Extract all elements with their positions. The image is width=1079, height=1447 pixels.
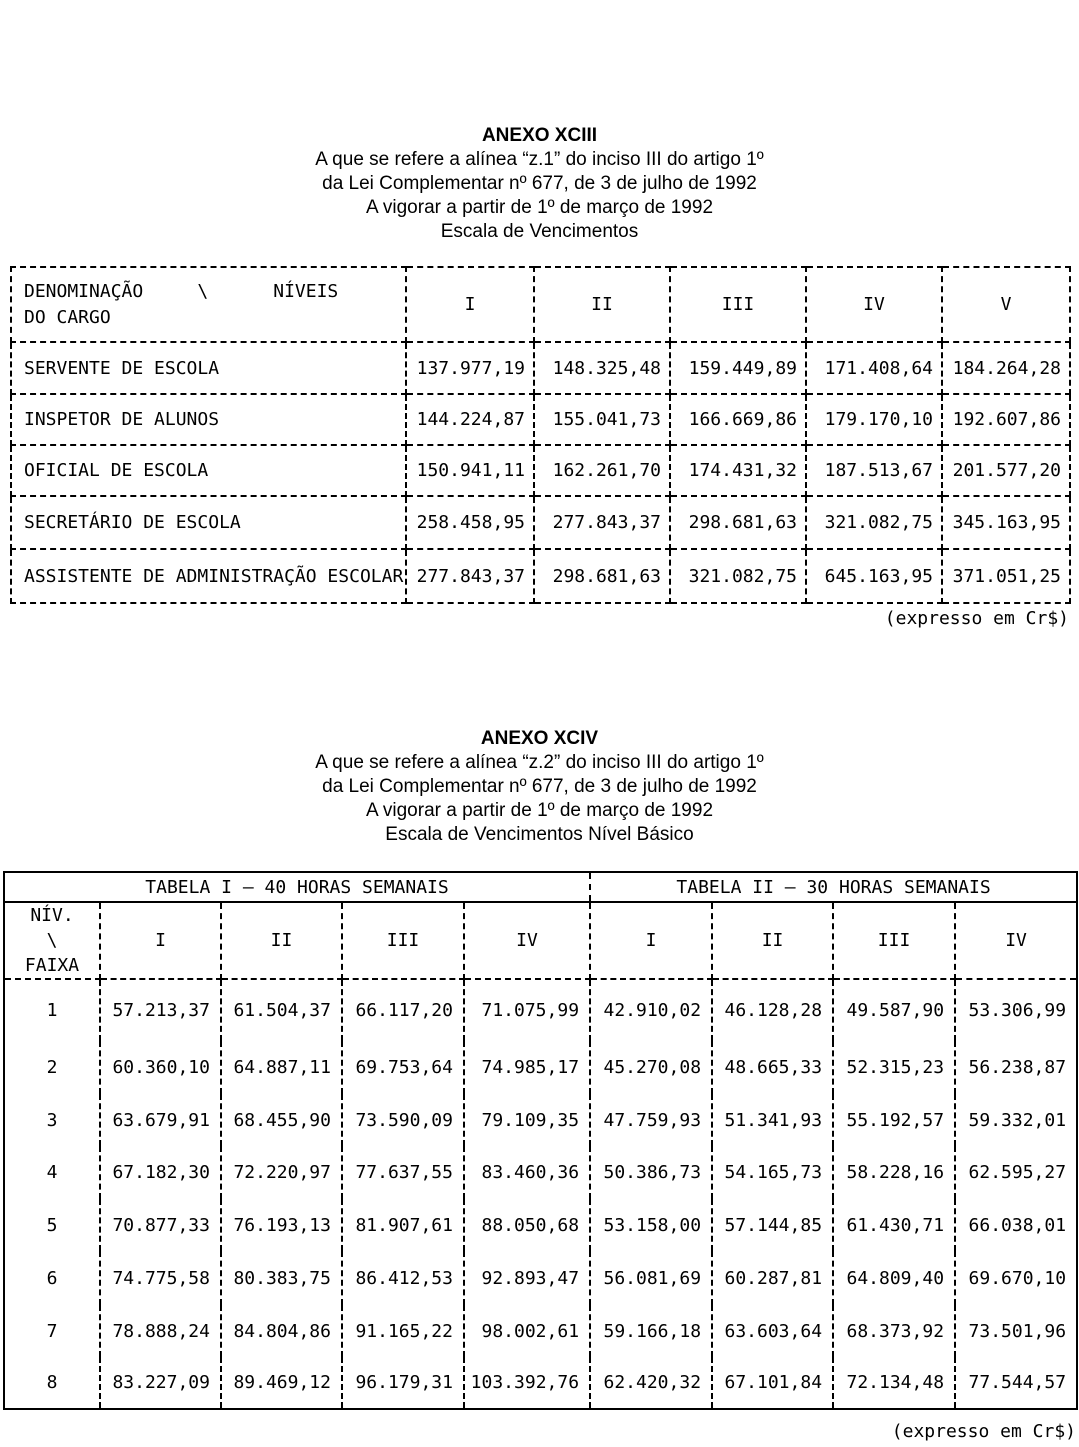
salary-cell: 72.134,48 [833,1357,955,1409]
annex-xciii-line-3: A vigorar a partir de 1º de março de 1992 [365,197,714,218]
salary-cell: 79.109,35 [464,1094,590,1146]
salary-cell: 66.117,20 [342,979,464,1041]
salary-cell: 48.665,33 [712,1041,833,1094]
salary-cell: 68.455,90 [221,1094,342,1146]
salary-cell: 371.051,25 [942,549,1070,603]
salary-cell: 84.804,86 [221,1305,342,1357]
annex-xciii-line-2: da Lei Complementar nº 677, de 3 de julho de 1992 [322,173,757,194]
annex-xciii-line-4: Escala de Vencimentos [440,221,639,242]
level-header: III [670,267,806,342]
level-header: IV [464,902,590,979]
salary-cell: 71.075,99 [464,979,590,1041]
salary-cell: 76.193,13 [221,1199,342,1251]
salary-cell: 50.386,73 [590,1146,712,1199]
salary-cell: 78.888,24 [100,1305,221,1357]
salary-cell: 166.669,86 [670,394,806,445]
header-do-cargo: DO CARGO [24,306,111,328]
table-row [4,1251,1077,1305]
salary-cell: 53.158,00 [590,1199,712,1251]
salary-cell: 54.165,73 [712,1146,833,1199]
annex-xciv-title: ANEXO XCIV [480,728,599,749]
header-niv: NÍV. [30,905,74,926]
table-row [11,496,1070,549]
annex-xciv-line-4: Escala de Vencimentos Nível Básico [385,824,694,845]
salary-cell: 277.843,37 [534,496,670,549]
salary-cell: 77.637,55 [342,1146,464,1199]
salary-cell: 57.213,37 [100,979,221,1041]
salary-cell: 148.325,48 [534,342,670,394]
salary-cell: 103.392,76 [464,1357,590,1409]
table-row [4,1305,1077,1357]
level-header: I [406,267,534,342]
salary-cell: 150.941,11 [406,445,534,496]
salary-cell: 345.163,95 [942,496,1070,549]
level-header: II [221,902,342,979]
level-header: I [590,902,712,979]
table-group-row [4,872,1077,902]
salary-cell: 277.843,37 [406,549,534,603]
salary-cell: 73.501,96 [955,1305,1077,1357]
group-header-tabela-i: TABELA I – 40 HORAS SEMANAIS [4,872,590,902]
salary-cell: 74.985,17 [464,1041,590,1094]
level-header: III [833,902,955,979]
salary-cell: 162.261,70 [534,445,670,496]
salary-cell: 88.050,68 [464,1199,590,1251]
salary-cell: 61.504,37 [221,979,342,1041]
salary-cell: 298.681,63 [534,549,670,603]
salary-cell: 60.360,10 [100,1041,221,1094]
level-header: V [942,267,1070,342]
salary-cell: 66.038,01 [955,1199,1077,1251]
salary-cell: 179.170,10 [806,394,942,445]
annex-xciv-line-1: A que se refere a alínea “z.2” do inciso III do artigo 1º [315,752,764,773]
header-faixa: FAIXA [24,955,80,976]
group-header-tabela-ii: TABELA II – 30 HORAS SEMANAIS [590,872,1077,902]
header-niv-faixa [4,902,100,979]
salary-cell: 52.315,23 [833,1041,955,1094]
cargo-name: ASSISTENTE DE ADMINISTRAÇÃO ESCOLAR [11,549,406,603]
salary-cell: 59.166,18 [590,1305,712,1357]
faixa-cell: 7 [4,1305,100,1357]
salary-table-xciv [3,871,1078,1410]
annex-xciii-line-1: A que se refere a alínea “z.1” do inciso III do artigo 1º [315,149,764,170]
salary-cell: 62.595,27 [955,1146,1077,1199]
level-header: IV [955,902,1077,979]
table-row [11,394,1070,445]
salary-cell: 67.101,84 [712,1357,833,1409]
salary-cell: 96.179,31 [342,1357,464,1409]
salary-cell: 74.775,58 [100,1251,221,1305]
salary-cell: 77.544,57 [955,1357,1077,1409]
salary-cell: 137.977,19 [406,342,534,394]
salary-cell: 60.287,81 [712,1251,833,1305]
salary-cell: 56.081,69 [590,1251,712,1305]
annex-xciv-heading [0,727,1079,847]
table-row [4,1199,1077,1251]
salary-cell: 69.670,10 [955,1251,1077,1305]
level-header: II [712,902,833,979]
salary-cell: 201.577,20 [942,445,1070,496]
salary-cell: 61.430,71 [833,1199,955,1251]
salary-cell: 92.893,47 [464,1251,590,1305]
annex-xciii-heading [0,124,1079,244]
salary-cell: 72.220,97 [221,1146,342,1199]
level-header: III [342,902,464,979]
salary-cell: 98.002,61 [464,1305,590,1357]
table-row [11,342,1070,394]
table-row [11,549,1070,603]
level-header: IV [806,267,942,342]
salary-cell: 298.681,63 [670,496,806,549]
annex-xciii-title: ANEXO XCIII [481,125,598,146]
salary-cell: 187.513,67 [806,445,942,496]
table-header-row [11,267,1070,342]
salary-cell: 46.128,28 [712,979,833,1041]
annex-xciv-line-2: da Lei Complementar nº 677, de 3 de julho de 1992 [322,776,757,797]
level-header: I [100,902,221,979]
salary-cell: 69.753,64 [342,1041,464,1094]
salary-cell: 49.587,90 [833,979,955,1041]
salary-cell: 53.306,99 [955,979,1077,1041]
salary-cell: 63.603,64 [712,1305,833,1357]
salary-cell: 80.383,75 [221,1251,342,1305]
header-denominacao [11,267,406,342]
salary-cell: 258.458,95 [406,496,534,549]
faixa-cell: 3 [4,1094,100,1146]
salary-cell: 83.227,09 [100,1357,221,1409]
salary-cell: 184.264,28 [942,342,1070,394]
currency-footnote: (expresso em Cr$) [884,608,1069,629]
table-row [4,1146,1077,1199]
salary-cell: 73.590,09 [342,1094,464,1146]
currency-footnote: (expresso em Cr$) [891,1421,1076,1442]
salary-cell: 67.182,30 [100,1146,221,1199]
salary-cell: 91.165,22 [342,1305,464,1357]
salary-cell: 51.341,93 [712,1094,833,1146]
salary-cell: 171.408,64 [806,342,942,394]
faixa-cell: 1 [4,979,100,1041]
salary-cell: 321.082,75 [670,549,806,603]
salary-cell: 63.679,91 [100,1094,221,1146]
salary-cell: 645.163,95 [806,549,942,603]
faixa-cell: 2 [4,1041,100,1094]
salary-cell: 321.082,75 [806,496,942,549]
annex-xciv-line-3: A vigorar a partir de 1º de março de 1992 [365,800,714,821]
salary-cell: 55.192,57 [833,1094,955,1146]
cargo-name: INSPETOR DE ALUNOS [11,394,406,445]
cargo-name: SECRETÁRIO DE ESCOLA [11,496,406,549]
salary-cell: 155.041,73 [534,394,670,445]
salary-cell: 192.607,86 [942,394,1070,445]
salary-cell: 83.460,36 [464,1146,590,1199]
salary-cell: 144.224,87 [406,394,534,445]
salary-cell: 58.228,16 [833,1146,955,1199]
faixa-cell: 4 [4,1146,100,1199]
salary-cell: 64.887,11 [221,1041,342,1094]
table-row [4,1357,1077,1409]
salary-cell: 81.907,61 [342,1199,464,1251]
faixa-cell: 8 [4,1357,100,1409]
salary-cell: 89.469,12 [221,1357,342,1409]
salary-cell: 70.877,33 [100,1199,221,1251]
table-row [4,1041,1077,1094]
cargo-name: SERVENTE DE ESCOLA [11,342,406,394]
salary-cell: 57.144,85 [712,1199,833,1251]
header-denominacao-niveis: DENOMINAÇÃO \ NÍVEIS [24,280,339,302]
salary-cell: 174.431,32 [670,445,806,496]
salary-cell: 45.270,08 [590,1041,712,1094]
salary-cell: 86.412,53 [342,1251,464,1305]
salary-cell: 59.332,01 [955,1094,1077,1146]
salary-cell: 64.809,40 [833,1251,955,1305]
table-row [4,979,1077,1041]
header-backslash: \ [46,930,58,951]
table-header-row [4,902,1077,979]
table-row [11,445,1070,496]
salary-cell: 42.910,02 [590,979,712,1041]
salary-cell: 62.420,32 [590,1357,712,1409]
table-row [4,1094,1077,1146]
cargo-name: OFICIAL DE ESCOLA [11,445,406,496]
salary-table-xciii [10,266,1071,604]
salary-cell: 68.373,92 [833,1305,955,1357]
level-header: II [534,267,670,342]
salary-cell: 159.449,89 [670,342,806,394]
salary-cell: 47.759,93 [590,1094,712,1146]
salary-cell: 56.238,87 [955,1041,1077,1094]
faixa-cell: 6 [4,1251,100,1305]
faixa-cell: 5 [4,1199,100,1251]
